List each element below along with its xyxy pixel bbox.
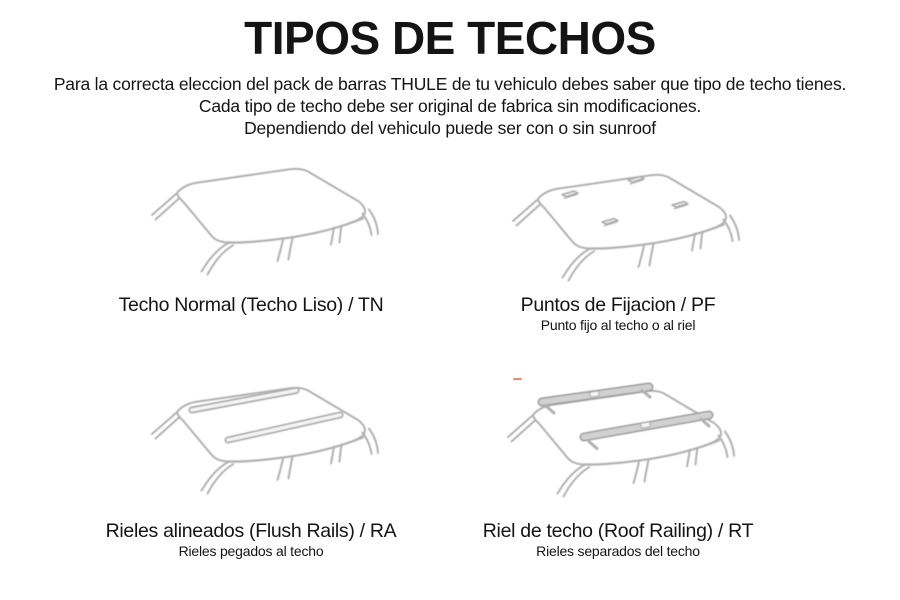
intro-line-2: Cada tipo de techo debe ser original de fabrica sin modificaciones. xyxy=(198,96,702,116)
intro-line-1: Para la correcta eleccion del pack de barras THULE de tu vehiculo debes saber que tipo de techo tienes. xyxy=(53,74,847,94)
roof-type-label-ra: Rieles alineados (Flush Rails) / RA xyxy=(105,520,397,542)
roof-type-label-rt: Riel de techo (Roof Railing) / RT xyxy=(482,520,754,542)
roof-illustration-flush-rails xyxy=(0,360,450,512)
roof-type-label-tn: Techo Normal (Techo Liso) / TN xyxy=(118,294,384,316)
roof-illustration-plain-smooth xyxy=(0,148,450,300)
roof-type-label-pf: Puntos de Fijacion / PF xyxy=(520,294,716,316)
roof-illustration-raised-railing xyxy=(450,360,900,512)
roof-illustration-fixpoint xyxy=(450,148,900,300)
intro-text xyxy=(0,73,900,139)
roof-type-sublabel-pf: Punto fijo al techo o al riel xyxy=(540,317,696,333)
roof-type-sublabel-ra: Rieles pegados al techo xyxy=(178,543,324,559)
roof-type-sublabel-rt: Rieles separados del techo xyxy=(536,543,700,559)
intro-line-3: Dependiendo del vehiculo puede ser con o sin sunroof xyxy=(244,118,656,138)
page-title: TIPOS DE TECHOS xyxy=(244,12,656,64)
